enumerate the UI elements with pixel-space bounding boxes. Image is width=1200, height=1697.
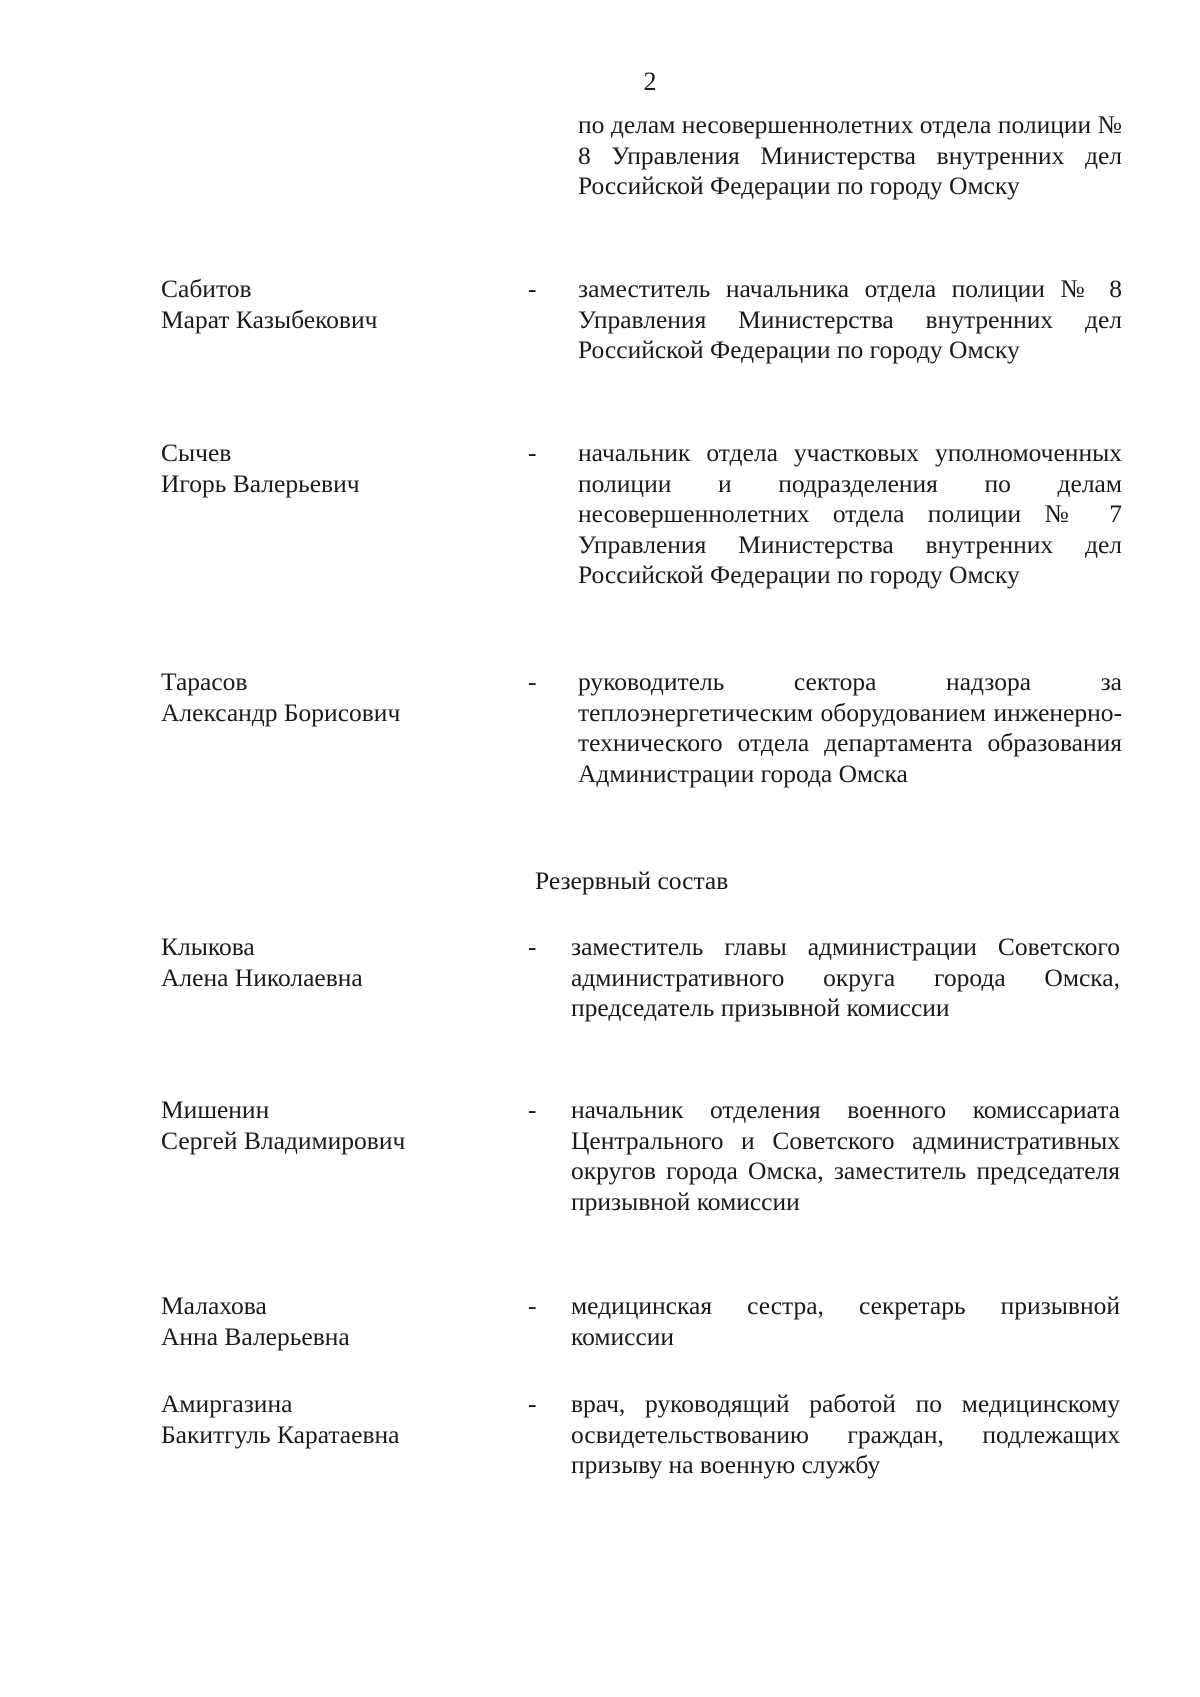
dash-separator: - — [528, 1095, 537, 1124]
member-surname: Мишенин — [161, 1095, 270, 1124]
dash-separator: - — [528, 1389, 537, 1418]
member-role: руководитель сектора надзора за теплоэнергетическим оборудованием инженерно-технического отдела департамента образования Администрации города Омска — [578, 667, 1122, 788]
member-role: заместитель начальника отдела полиции № 8 Управления Министерства внутренних дел Российской Федерации по городу Омску — [578, 274, 1122, 364]
member-given-name: Анна Валерьевна — [161, 1321, 350, 1351]
member-surname: Малахова — [161, 1291, 267, 1320]
member-name — [161, 1291, 491, 1352]
member-name — [161, 932, 491, 993]
member-role: начальник отдела участковых уполномоченных полиции и подразделения по делам несовершеннолетних отдела полиции № 7 Управления Министерства внутренних дел Российской Федерации по городу Омску — [578, 438, 1122, 589]
section-heading: Резервный состав — [535, 866, 729, 895]
member-name — [161, 274, 491, 335]
member-surname: Сычев — [161, 438, 232, 467]
member-name — [161, 667, 491, 728]
member-role: медицинская сестра, секретарь призывной комиссии — [571, 1291, 1120, 1351]
member-role: врач, руководящий работой по медицинскому освидетельствованию граждан, подлежащих призыву на военную службу — [571, 1389, 1120, 1479]
dash-separator: - — [528, 1291, 537, 1320]
member-surname: Тарасов — [161, 667, 248, 696]
dash-separator: - — [528, 932, 537, 961]
continuation-paragraph: по делам несовершеннолетних отдела полиции № 8 Управления Министерства внутренних дел Российской Федерации по городу Омску — [578, 110, 1122, 200]
dash-separator: - — [528, 667, 537, 696]
member-given-name: Игорь Валерьевич — [161, 468, 360, 498]
member-role: начальник отделения военного комиссариата Центрального и Советского административных округов города Омска, заместитель председателя призывной комиссии — [571, 1095, 1120, 1216]
dash-separator: - — [528, 274, 537, 303]
dash-separator: - — [528, 438, 537, 467]
member-surname: Сабитов — [161, 274, 252, 303]
member-given-name: Алена Николаевна — [161, 962, 363, 992]
member-name — [161, 1095, 491, 1156]
member-surname: Амиргазина — [161, 1389, 293, 1418]
member-given-name: Бакитгуль Каратаевна — [161, 1419, 400, 1449]
member-given-name: Александр Борисович — [161, 697, 401, 727]
member-given-name: Марат Казыбекович — [161, 304, 378, 334]
member-name — [161, 438, 491, 499]
member-role: заместитель главы администрации Советского административного округа города Омска, председатель призывной комиссии — [571, 932, 1120, 1022]
member-name — [161, 1389, 491, 1450]
member-given-name: Сергей Владимирович — [161, 1125, 406, 1155]
page-number: 2 — [643, 67, 657, 96]
member-surname: Клыкова — [161, 932, 255, 961]
